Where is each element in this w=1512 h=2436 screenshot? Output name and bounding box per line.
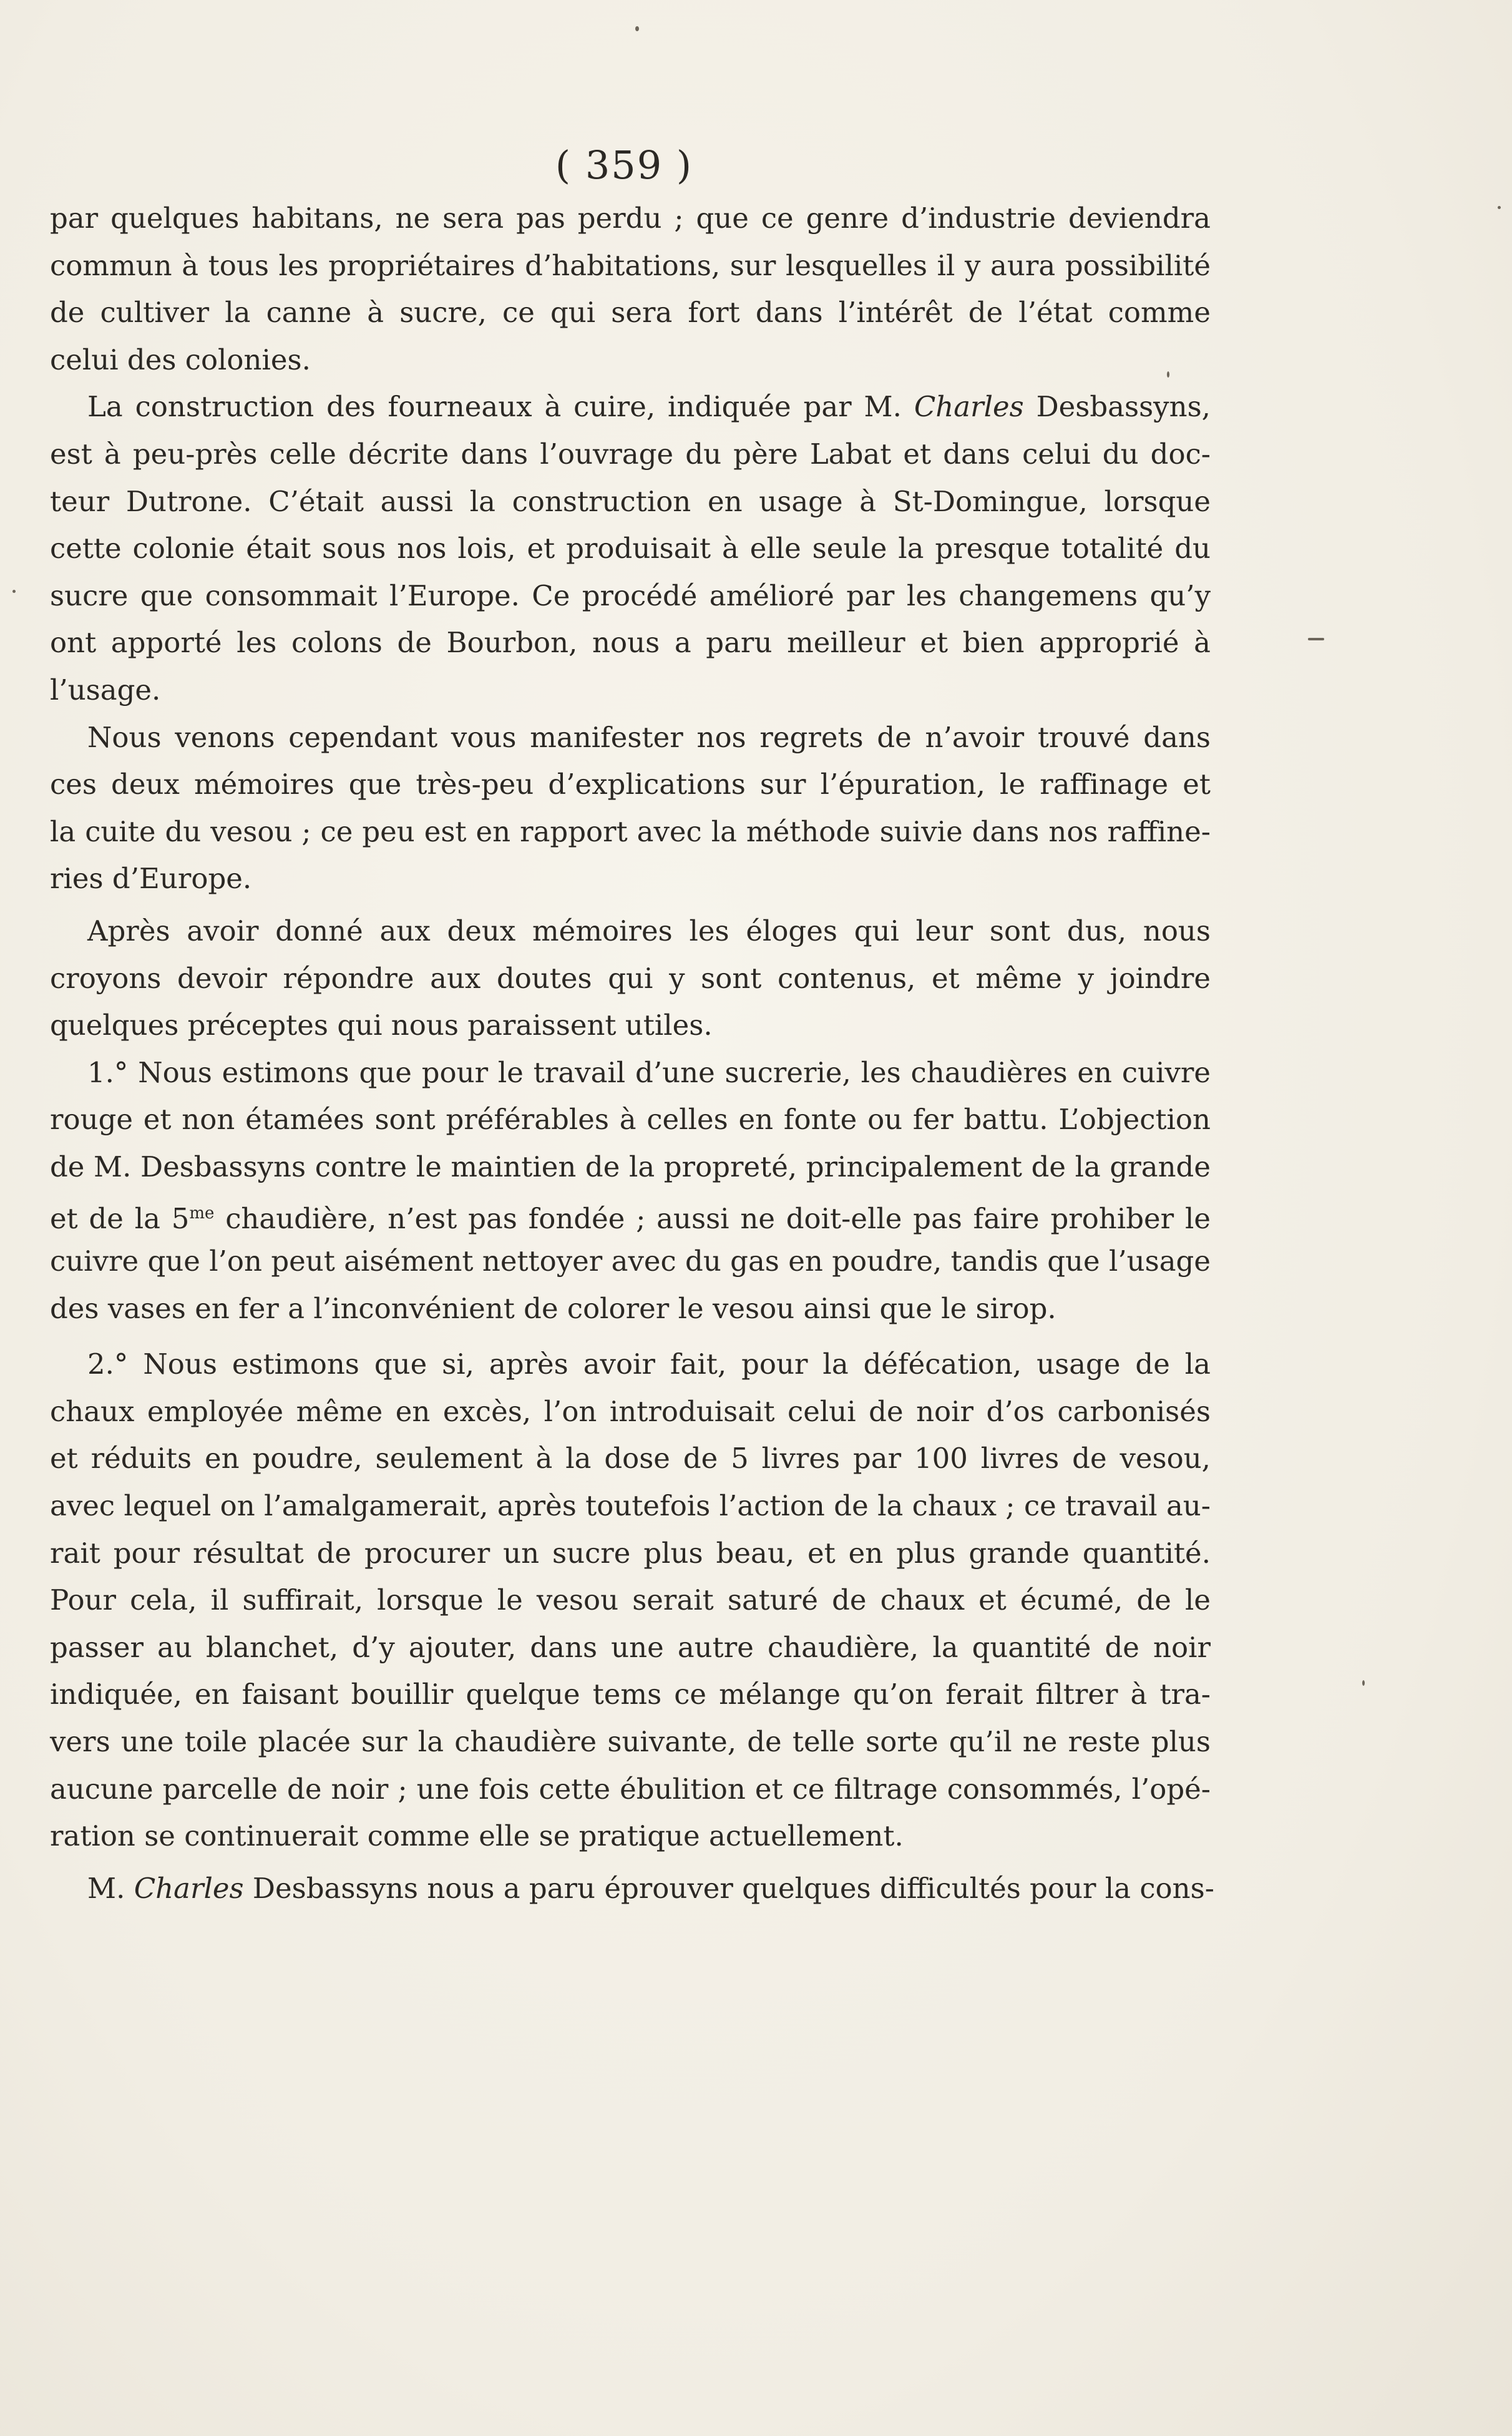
text-line: ces deux mémoires que très-peu d’explications sur l’épuration, le raffinage et	[50, 768, 1211, 801]
superscript: me	[189, 1204, 215, 1223]
text-line: de cultiver la canne à sucre, ce qui sera fort dans l’intérêt de l’état comme	[50, 296, 1211, 330]
text-line: quelques préceptes qui nous paraissent utiles.	[50, 1009, 713, 1042]
line-segment: chaudière, n’est pas fondée ; aussi ne doit-elle pas faire prohiber le	[225, 1202, 1211, 1236]
paper-speck	[635, 26, 639, 31]
text-line: teur Dutrone. C’était aussi la construction en usage à St-Domingue, lorsque	[50, 484, 1211, 518]
italic-name: Charles	[134, 1871, 244, 1905]
text-line: aucune parcelle de noir ; une fois cette ébulition et ce filtrage consommés, l’opé-	[50, 1772, 1211, 1806]
text-line: rait pour résultat de procurer un sucre plus beau, et en plus grande quantité.	[50, 1536, 1211, 1570]
text-line: ont apporté les colons de Bourbon, nous a paru meilleur et bien approprié à	[50, 626, 1211, 660]
text-line: des vases en fer a l’inconvénient de colorer le vesou ainsi que le sirop.	[50, 1291, 1056, 1325]
text-line: rouge et non étamées sont préférables à celles en fonte ou fer battu. L’objection	[50, 1103, 1211, 1137]
text-line: Après avoir donné aux deux mémoires les éloges qui leur sont dus, nous	[87, 914, 1211, 947]
italic-name: Charles	[914, 390, 1024, 424]
paper-speck	[1308, 638, 1324, 640]
line-segment: Desbassyns nous a paru éprouver quelques difficultés pour la cons-	[252, 1871, 1214, 1905]
text-line: commun à tous les propriétaires d’habitations, sur lesquelles il y aura possibilité	[50, 248, 1211, 282]
text-line: celui des colonies.	[50, 343, 311, 376]
text-line: chaux employée même en excès, l’on introduisait celui de noir d’os carbonisés	[50, 1394, 1211, 1428]
paper-speck	[1498, 206, 1501, 209]
text-line: et réduits en poudre, seulement à la dose de 5 livres par 100 livres de vesou,	[50, 1442, 1211, 1475]
page-number: ( 359 )	[555, 142, 693, 188]
text-line: cette colonie était sous nos lois, et produisait à elle seule la presque totalité du	[50, 532, 1211, 565]
body-text	[50, 195, 1214, 1912]
paper-speck	[12, 590, 16, 593]
text-line: de M. Desbassyns contre le maintien de la propreté, principalement de la grande	[50, 1150, 1211, 1183]
line-segment: La construction des fourneaux à cuire, indiquée par M.	[87, 390, 902, 424]
text-line	[50, 1190, 1211, 1238]
line-segment: Desbassyns,	[1036, 390, 1211, 424]
text-line	[50, 1865, 1214, 1912]
text-line	[50, 383, 1211, 431]
text-line: est à peu-près celle décrite dans l’ouvrage du père Labat et dans celui du doc-	[50, 437, 1211, 471]
line-segment: et de la 5	[50, 1202, 190, 1236]
text-line: l’usage.	[50, 673, 161, 707]
text-line: par quelques habitans, ne sera pas perdu ; que ce genre d’industrie deviendra	[50, 202, 1211, 235]
line-segment: M.	[87, 1871, 125, 1905]
text-line: vers une toile placée sur la chaudière suivante, de telle sorte qu’il ne reste plus	[50, 1725, 1211, 1758]
paper-speck	[1362, 1680, 1365, 1686]
text-line: cuivre que l’on peut aisément nettoyer avec du gas en poudre, tandis que l’usage	[50, 1245, 1211, 1278]
text-line: croyons devoir répondre aux doutes qui y sont contenus, et même y joindre	[50, 961, 1211, 995]
text-line: 1.° Nous estimons que pour le travail d’une sucrerie, les chaudières en cuivre	[87, 1055, 1211, 1089]
text-line: indiquée, en faisant bouillir quelque tems ce mélange qu’on ferait filtrer à tra-	[50, 1678, 1211, 1711]
text-line: passer au blanchet, d’y ajouter, dans une autre chaudière, la quantité de noir	[50, 1630, 1211, 1664]
text-line: ration se continuerait comme elle se pratique actuellement.	[50, 1819, 904, 1853]
text-line: Pour cela, il suffirait, lorsque le vesou serait saturé de chaux et écumé, de le	[50, 1583, 1211, 1617]
text-line: Nous venons cependant vous manifester nos regrets de n’avoir trouvé dans	[87, 720, 1211, 754]
text-line: avec lequel on l’amalgamerait, après toutefois l’action de la chaux ; ce travail au-	[50, 1489, 1211, 1523]
text-line: ries d’Europe.	[50, 862, 252, 896]
text-line: 2.° Nous estimons que si, après avoir fait, pour la défécation, usage de la	[87, 1348, 1211, 1381]
text-line: la cuite du vesou ; ce peu est en rapport avec la méthode suivie dans nos raffine-	[50, 814, 1211, 848]
paper-speck	[1167, 371, 1169, 378]
text-line: sucre que consommait l’Europe. Ce procédé amélioré par les changemens qu’y	[50, 579, 1211, 612]
